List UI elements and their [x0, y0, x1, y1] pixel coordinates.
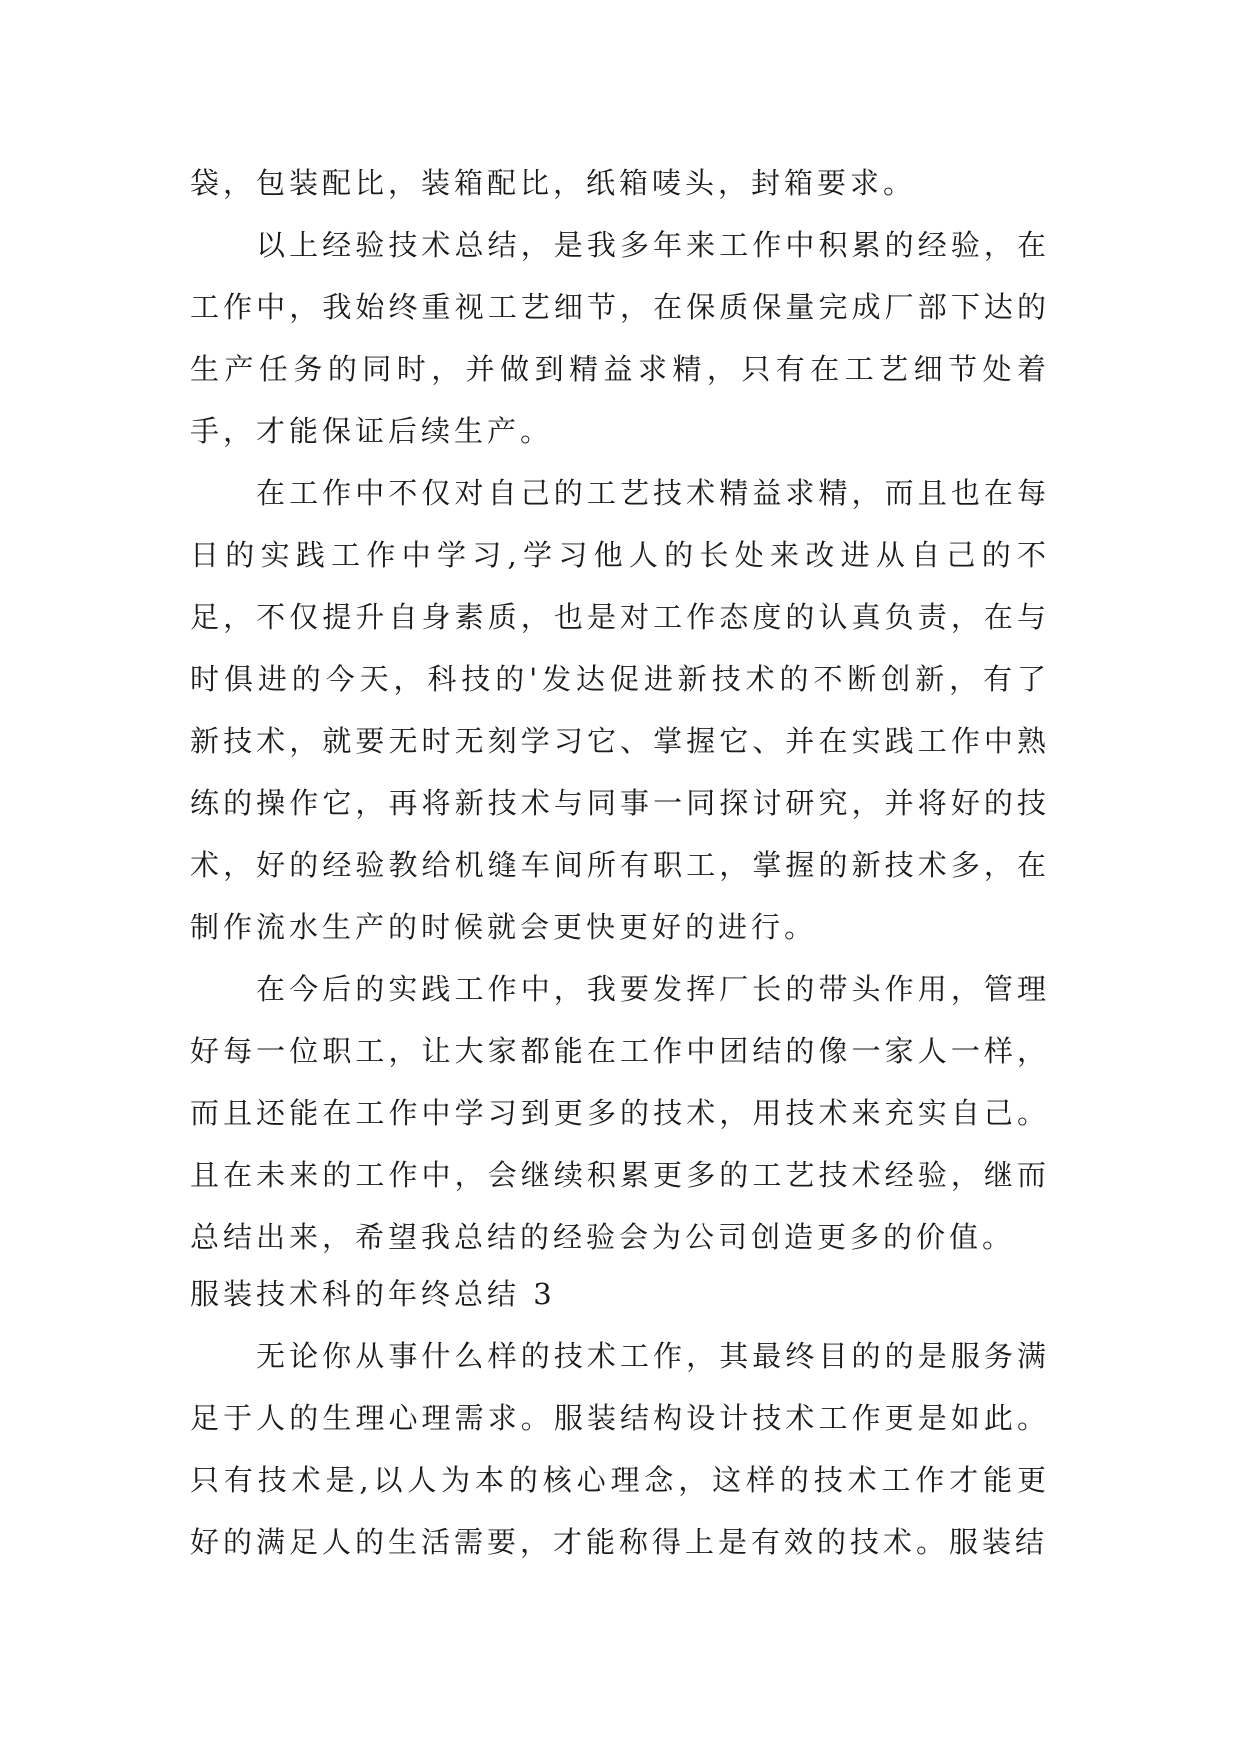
body-text-top — [190, 152, 1050, 1268]
paragraph-future-work: 在今后的实践工作中，我要发挥厂长的带头作用，管理好每一位职工，让大家都能在工作中团结的像一家人一样，而且还能在工作中学习到更多的技术，用技术来充实自己。且在未来的工作中，会继续积累更多的工艺技术经验，继而总结出来，希望我总结的经验会为公司创造更多的价值。 — [190, 972, 1050, 1254]
paragraph-continued: 袋，包装配比，装箱配比，纸箱唛头，封箱要求。 — [190, 166, 917, 200]
paragraph-technical-work: 无论你从事什么样的技术工作，其最终目的的是服务满足于人的生理心理需求。服装结构设计技术工作更是如此。只有技术是,以人为本的核心理念，这样的技术工作才能更好的满足人的生活需要，才能称得上是有效的技术。服装结 — [190, 1339, 1050, 1559]
body-text-bottom — [190, 1263, 1050, 1573]
paragraph-experience-summary: 以上经验技术总结，是我多年来工作中积累的经验，在工作中，我始终重视工艺细节，在保质保量完成厂部下达的生产任务的同时，并做到精益求精，只有在工艺细节处着手，才能保证后续生产。 — [190, 228, 1050, 448]
section-heading: 服装技术科的年终总结 3 — [190, 1277, 556, 1311]
paragraph-learning: 在工作中不仅对自己的工艺技术精益求精，而且也在每日的实践工作中学习,学习他人的长处来改进从自己的不足，不仅提升自身素质，也是对工作态度的认真负责，在与时俱进的今天，科技的'发达促进新技术的不断创新，有了新技术，就要无时无刻学习它、掌握它、并在实践工作中熟练的操作它，再将新技术与同事一同探讨研究，并将好的技术，好的经验教给机缝车间所有职工，掌握的新技术多，在制作流水生产的时候就会更快更好的进行。 — [190, 476, 1050, 944]
